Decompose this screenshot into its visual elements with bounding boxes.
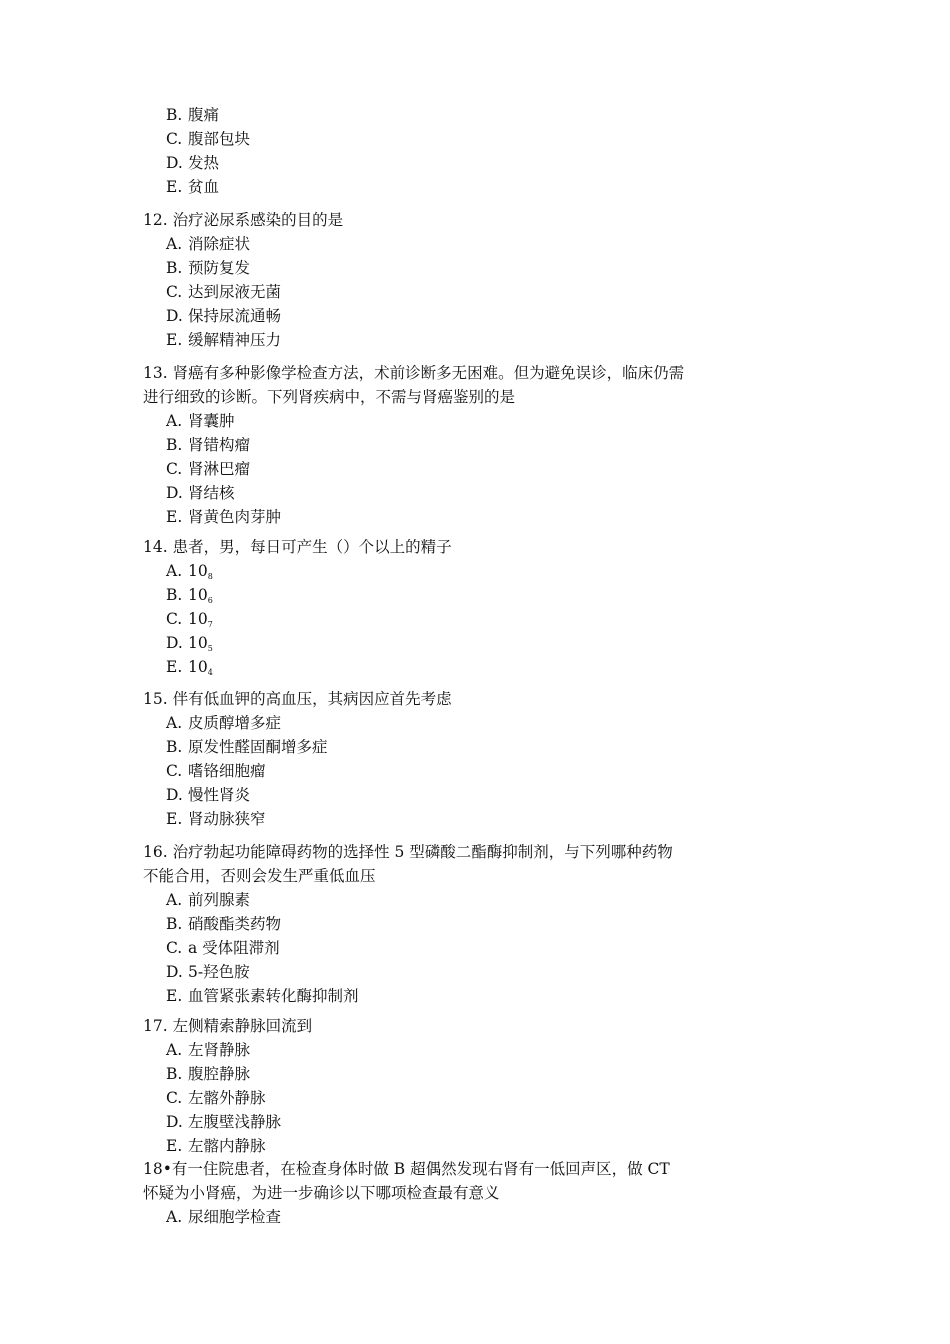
option-letter: B. xyxy=(166,436,183,454)
question-stem: 17. 左侧精索静脉回流到 xyxy=(143,1017,313,1035)
option-e xyxy=(143,655,703,679)
option-letter: E. xyxy=(166,810,183,828)
option-list xyxy=(143,559,703,679)
option-letter: A. xyxy=(166,891,183,909)
option-d xyxy=(143,481,703,505)
option-letter: B. xyxy=(166,915,183,933)
option-text: 原发性醛固酮增多症 xyxy=(188,738,328,756)
option-a xyxy=(143,232,703,256)
option-text: 缓解精神压力 xyxy=(188,331,282,349)
option-letter: B. xyxy=(166,259,183,277)
option-list xyxy=(143,1038,703,1158)
option-d xyxy=(143,1110,703,1134)
option-letter: C. xyxy=(166,939,183,957)
option-letter: C. xyxy=(166,610,183,628)
option-a xyxy=(143,711,703,735)
option-letter: C. xyxy=(166,762,183,780)
option-letter: B. xyxy=(166,106,183,124)
option-letter: E. xyxy=(166,178,183,196)
option-text: 尿细胞学检查 xyxy=(188,1208,282,1226)
option-letter: B. xyxy=(166,1065,183,1083)
question-18 xyxy=(143,1157,703,1229)
question-stem: 14. 患者，男，每日可产生（）个以上的精子 xyxy=(143,538,452,556)
option-text: 嗜铬细胞瘤 xyxy=(188,762,266,780)
option-e xyxy=(143,328,703,352)
option-b xyxy=(143,735,703,759)
option-a xyxy=(143,888,703,912)
option-letter: A. xyxy=(166,562,183,580)
option-list xyxy=(143,103,703,199)
question-stem: 16. 治疗勃起功能障碍药物的选择性 5 型磷酸二酯酶抑制剂，与下列哪种药物不能合用，否则会发生严重低血压 xyxy=(143,843,673,885)
option-text: 腹部包块 xyxy=(188,130,251,148)
option-a xyxy=(143,1205,703,1229)
option-d xyxy=(143,151,703,175)
option-text: 慢性肾炎 xyxy=(188,786,251,804)
option-letter: C. xyxy=(166,1089,183,1107)
option-list xyxy=(143,888,703,1008)
option-subscript: 6 xyxy=(207,596,213,605)
option-c xyxy=(143,457,703,481)
option-b xyxy=(143,433,703,457)
question-11 xyxy=(143,103,703,199)
option-letter: D. xyxy=(166,307,183,325)
option-text: 发热 xyxy=(188,154,220,172)
option-text: 肾囊肿 xyxy=(188,412,235,430)
option-c xyxy=(143,936,703,960)
option-text: 肾动脉狭窄 xyxy=(188,810,266,828)
option-text: 腹腔静脉 xyxy=(188,1065,251,1083)
option-text: 肾错构瘤 xyxy=(188,436,251,454)
option-list xyxy=(143,232,703,352)
option-b xyxy=(143,583,703,607)
option-letter: A. xyxy=(166,412,183,430)
option-text: 肾结核 xyxy=(188,484,235,502)
question-15 xyxy=(143,687,703,831)
question-17 xyxy=(143,1014,703,1158)
option-d xyxy=(143,960,703,984)
question-12 xyxy=(143,208,703,352)
question-stem: 18•有一住院患者，在检查身体时做 B 超偶然发现右肾有一低回声区，做 CT 怀疑为小肾癌，为进一步确诊以下哪项检查最有意义 xyxy=(143,1160,670,1202)
option-letter: B. xyxy=(166,738,183,756)
question-stem: 12. 治疗泌尿系感染的目的是 xyxy=(143,211,344,229)
option-text: 左肾静脉 xyxy=(188,1041,251,1059)
option-text: 10 xyxy=(188,586,208,604)
option-letter: D. xyxy=(166,786,183,804)
option-c xyxy=(143,127,703,151)
option-b xyxy=(143,1062,703,1086)
option-b xyxy=(143,256,703,280)
option-text: 硝酸酯类药物 xyxy=(188,915,282,933)
option-text: 腹痛 xyxy=(188,106,220,124)
option-text: 达到尿液无菌 xyxy=(188,283,282,301)
question-16 xyxy=(143,840,703,1008)
option-text: 消除症状 xyxy=(188,235,251,253)
option-e xyxy=(143,807,703,831)
option-letter: C. xyxy=(166,130,183,148)
option-letter: E. xyxy=(166,508,183,526)
option-text: a 受体阻滞剂 xyxy=(188,939,280,957)
option-text: 左腹壁浅静脉 xyxy=(188,1113,282,1131)
option-letter: B. xyxy=(166,586,183,604)
option-subscript: 8 xyxy=(207,572,213,581)
option-letter: D. xyxy=(166,484,183,502)
option-e xyxy=(143,984,703,1008)
option-letter: A. xyxy=(166,714,183,732)
option-text: 预防复发 xyxy=(188,259,251,277)
option-letter: C. xyxy=(166,283,183,301)
option-text: 血管紧张素转化酶抑制剂 xyxy=(188,987,359,1005)
option-d xyxy=(143,783,703,807)
option-text: 10 xyxy=(188,634,208,652)
option-text: 左髂外静脉 xyxy=(188,1089,266,1107)
option-letter: A. xyxy=(166,1041,183,1059)
option-c xyxy=(143,759,703,783)
question-13 xyxy=(143,361,703,529)
option-text: 贫血 xyxy=(188,178,220,196)
option-e xyxy=(143,1134,703,1158)
option-letter: C. xyxy=(166,460,183,478)
option-subscript: 4 xyxy=(207,668,213,677)
option-text: 10 xyxy=(188,610,208,628)
option-a xyxy=(143,1038,703,1062)
option-b xyxy=(143,103,703,127)
option-letter: D. xyxy=(166,154,183,172)
question-stem: 13. 肾癌有多种影像学检查方法，术前诊断多无困难。但为避免误诊，临床仍需进行细致的诊断。下列肾疾病中，不需与肾癌鉴别的是 xyxy=(143,364,685,406)
option-letter: D. xyxy=(166,963,183,981)
option-letter: E. xyxy=(166,331,183,349)
option-letter: A. xyxy=(166,235,183,253)
option-c xyxy=(143,1086,703,1110)
option-letter: D. xyxy=(166,634,183,652)
option-letter: E. xyxy=(166,1137,183,1155)
option-text: 肾黄色肉芽肿 xyxy=(188,508,282,526)
option-b xyxy=(143,912,703,936)
option-list xyxy=(143,1205,703,1229)
option-text: 10 xyxy=(188,658,208,676)
option-subscript: 5 xyxy=(207,644,213,653)
option-e xyxy=(143,175,703,199)
option-text: 5-羟色胺 xyxy=(188,963,250,981)
option-letter: E. xyxy=(166,658,183,676)
question-stem: 15. 伴有低血钾的高血压，其病因应首先考虑 xyxy=(143,690,452,708)
option-d xyxy=(143,631,703,655)
option-letter: D. xyxy=(166,1113,183,1131)
question-14 xyxy=(143,535,703,679)
option-list xyxy=(143,409,703,529)
option-a xyxy=(143,559,703,583)
option-text: 前列腺素 xyxy=(188,891,251,909)
option-text: 肾淋巴瘤 xyxy=(188,460,251,478)
option-letter: E. xyxy=(166,987,183,1005)
option-a xyxy=(143,409,703,433)
option-e xyxy=(143,505,703,529)
option-list xyxy=(143,711,703,831)
option-letter: A. xyxy=(166,1208,183,1226)
option-d xyxy=(143,304,703,328)
option-subscript: 7 xyxy=(207,620,213,629)
option-text: 10 xyxy=(188,562,208,580)
option-text: 保持尿流通畅 xyxy=(188,307,282,325)
option-text: 左髂内静脉 xyxy=(188,1137,266,1155)
option-c xyxy=(143,280,703,304)
option-c xyxy=(143,607,703,631)
option-text: 皮质醇增多症 xyxy=(188,714,282,732)
